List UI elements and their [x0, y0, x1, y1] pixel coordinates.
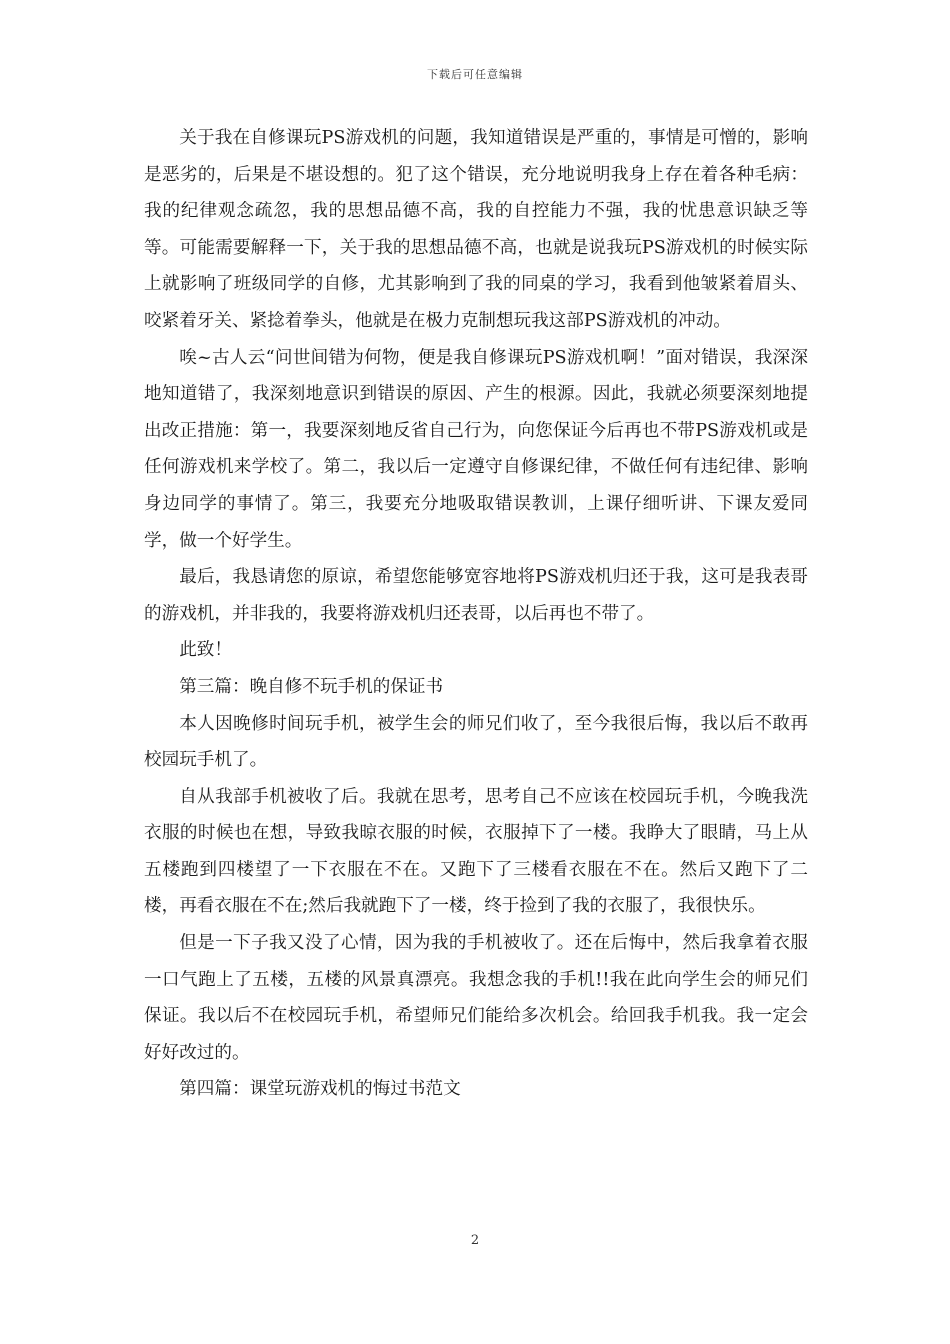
paragraph-request-return: 最后，我恳请您的原谅，希望您能够宽容地将PS游戏机归还于我，这可是我表哥的游戏机，并非我的，我要将游戏机归还表哥，以后再也不带了。	[144, 567, 808, 624]
paragraph-correction-measures: 唉~古人云“问世间错为何物，便是我自修课玩PS游戏机啊！”面对错误，我深深地知道错了，我深刻地意识到错误的原因、产生的根源。因此，我就必须要深刻地提出改正措施：第一，我要深刻地反省自己行为，向您保证今后再也不带PS游戏机或是任何游戏机来学校了。第二，我以后一定遵守自修课纪律，不做任何有违纪律、影响身边同学的事情了。第三，我要充分地吸取错误教训，上课仔细听讲、下课友爱同学，做一个好学生。	[144, 347, 808, 551]
document-body	[144, 120, 808, 1108]
section-heading-4: 第四篇：课堂玩游戏机的悔过书范文	[179, 1079, 461, 1100]
paragraph-laundry-story: 自从我部手机被收了后。我就在思考，思考自己不应该在校园玩手机，今晚我洗衣服的时候也在想，导致我晾衣服的时候，衣服掉下了一楼。我睁大了眼睛，马上从五楼跑到四楼望了一下衣服在不在。又跑下了三楼看衣服在不在。然后又跑下了二楼，再看衣服在不在;然后我就跑下了一楼，终于捡到了我的衣服了，我很快乐。	[144, 786, 808, 917]
page-number: 2	[470, 1233, 480, 1248]
paragraph-promise: 但是一下子我又没了心情，因为我的手机被收了。还在后悔中，然后我拿着衣服一口气跑上了五楼，五楼的风景真漂亮。我想念我的手机!!我在此向学生会的师兄们保证。我以后不在校园玩手机，希望师兄们能给多次机会。给回我手机我。我一定会好好改过的。	[144, 933, 808, 1063]
paragraph-phone-confiscated: 本人因晚修时间玩手机，被学生会的师兄们收了，至今我很后悔，我以后不敢再校园玩手机了。	[144, 713, 808, 771]
paragraph-closing: 此致！	[179, 640, 232, 661]
paragraph-ps-problem: 关于我在自修课玩PS游戏机的问题，我知道错误是严重的，事情是可憎的，影响是恶劣的，后果是不堪设想的。犯了这个错误，充分地说明我身上存在着各种毛病：我的纪律观念疏忽，我的思想品德不高，我的自控能力不强，我的忧患意识缺乏等等。可能需要解释一下，关于我的思想品德不高，也就是说我玩PS游戏机的时候实际上就影响了班级同学的自修，尤其影响到了我的同桌的学习，我看到他皱紧着眉头、咬紧着牙关、紧捻着拳头，他就是在极力克制想玩我这部PS游戏机的冲动。	[144, 128, 808, 331]
section-heading-3: 第三篇：晚自修不玩手机的保证书	[179, 676, 444, 697]
page-header: 下载后可任意编辑	[427, 68, 523, 81]
